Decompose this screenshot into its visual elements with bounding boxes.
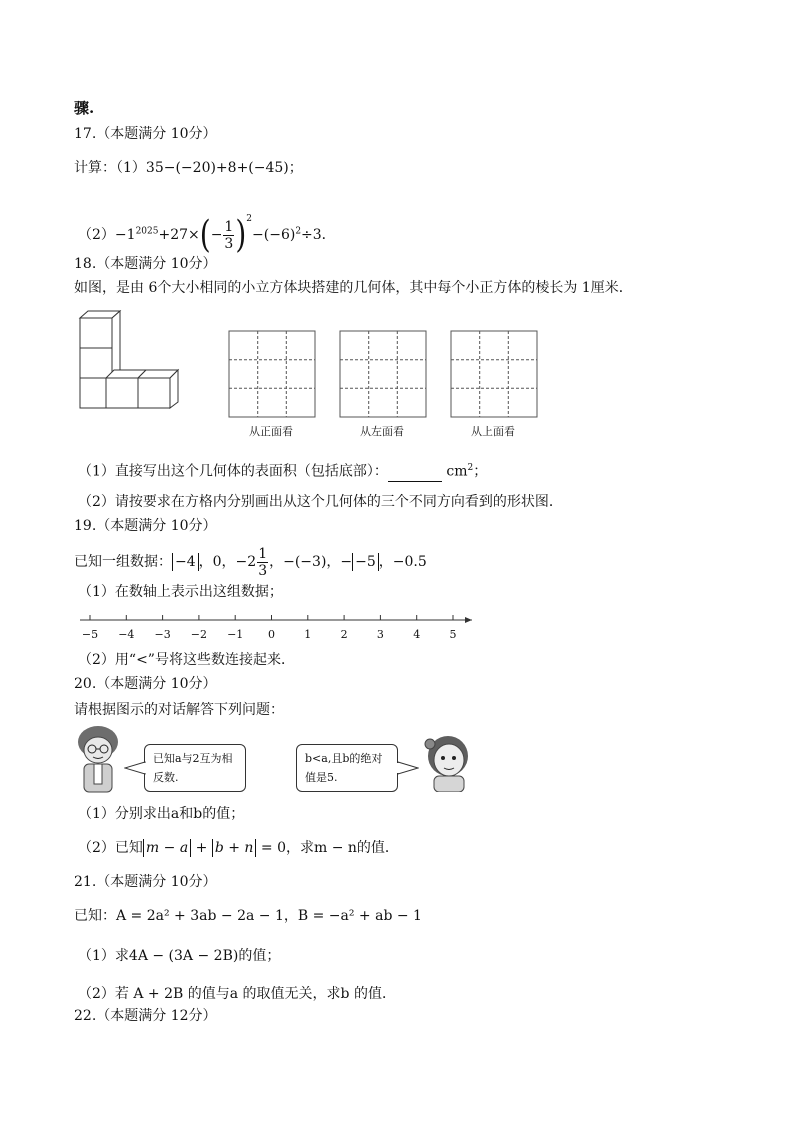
q19-part1: （1）在数轴上表示出这组数据； — [78, 584, 283, 600]
axis-tick-label: 3 — [376, 628, 384, 641]
q18-part2: （2）请按要求在方格内分别画出从这个几何体的三个不同方向看到的形状图． — [78, 494, 563, 510]
number-line — [74, 608, 480, 644]
speech-bubble-girl — [296, 744, 398, 792]
q21-given: 已知：A = 2a² + 3ab − 2a − 1，B = −a² + ab − 1 — [74, 908, 422, 924]
q20-header: 20.（本题满分 10分） — [74, 676, 217, 692]
q20-part2: （2）已知 m − a + b + n = 0，求m − n的值． — [78, 840, 399, 856]
q18-part1: （1）直接写出这个几何体的表面积（包括底部）： $cm^2$； — [78, 463, 488, 480]
q18-cube-figure — [76, 310, 180, 412]
q17-expr1: 35−(−20)+8+(−45)； — [145, 160, 303, 176]
axis-tick-label: −4 — [118, 628, 135, 641]
q19-part2: （2）用“<”号将这些数连接起来． — [78, 652, 295, 668]
girl-illustration — [418, 730, 474, 792]
q19-data-tail: −0.5 — [392, 554, 427, 570]
q17-exponent: 2025 — [135, 226, 159, 237]
q19-header: 19.（本题满分 10分） — [74, 518, 217, 534]
q20-part2-post: ，求m − n的值． — [285, 840, 399, 856]
axis-tick-label: −2 — [190, 628, 208, 641]
q21-part1: （1）求4A − (3A − 2B)的值； — [78, 948, 281, 964]
q17-part2-label: （2） — [78, 227, 115, 243]
axis-tick-label: 5 — [449, 628, 457, 641]
bubble-boy-line2: 反数. — [153, 771, 179, 784]
q21-part2: （2）若 A + 2B 的值与a 的取值无关，求b 的值． — [78, 986, 396, 1002]
bubble-tail-girl — [397, 760, 419, 776]
bubble-girl-line2: 值是5. — [305, 771, 338, 784]
q18-part1-text: （1）直接写出这个几何体的表面积（包括底部）： — [78, 463, 388, 480]
boy-illustration — [74, 724, 124, 794]
q18-text: 如图，是由 6个大小相同的小立方体块搭建的几何体，其中每个小正方体的棱长为 1厘米． — [74, 280, 633, 296]
q21-header: 21.（本题满分 10分） — [74, 874, 217, 890]
axis-tick-label: 0 — [268, 628, 275, 641]
bubble-girl-line1: b<a,且b的绝对 — [305, 752, 383, 765]
q17-header: 17.（本题满分 10分） — [74, 126, 217, 142]
view-label-front: 从正面看 — [249, 425, 293, 438]
axis-tick-label: −5 — [81, 628, 99, 641]
axis-tick-label: −1 — [227, 628, 244, 641]
q22-header: 22.（本题满分 12分） — [74, 1008, 217, 1024]
axis-tick-label: −3 — [154, 628, 171, 641]
q20-text: 请根据图示的对话解答下列问题： — [74, 702, 284, 718]
q20-part1: （1）分别求出a和b的值； — [78, 806, 245, 822]
axis-tick-label: 4 — [413, 628, 421, 641]
axis-tick-label: 1 — [304, 628, 312, 641]
q20-part2-pre: （2）已知 — [78, 840, 143, 856]
q19-text: 已知一组数据： — [74, 554, 172, 570]
q19-data: 已知一组数据： −4 ，0，−2 $\frac{1}{3}$ ，−(−3)，− −5 ，−0.5 — [74, 545, 427, 579]
unit-label: cm — [446, 463, 468, 480]
q18-header: 18.（本题满分 10分） — [74, 256, 217, 272]
axis-tick-label: 2 — [340, 628, 348, 641]
q17-part1 — [74, 158, 303, 178]
previous-question-tail: 骤. — [74, 99, 95, 117]
q17-tail: −(−6) — [252, 227, 296, 243]
q17-part2: $(2)-1^{2025}+27\times(-$ $\frac{1}{3}$ )$^2-(-6)^2\div 3$． — [78, 212, 336, 257]
bubble-boy-line1: 已知a与2互为相 — [153, 752, 233, 765]
answer-blank[interactable] — [388, 467, 442, 482]
speech-bubble-boy — [144, 744, 246, 792]
q17-label: 计算：（1） — [74, 160, 146, 176]
view-label-left: 从左面看 — [360, 425, 404, 438]
view-label-top: 从上面看 — [471, 425, 515, 438]
q17-tail-b: ÷3． — [301, 227, 336, 243]
bubble-tail-boy — [124, 760, 146, 776]
